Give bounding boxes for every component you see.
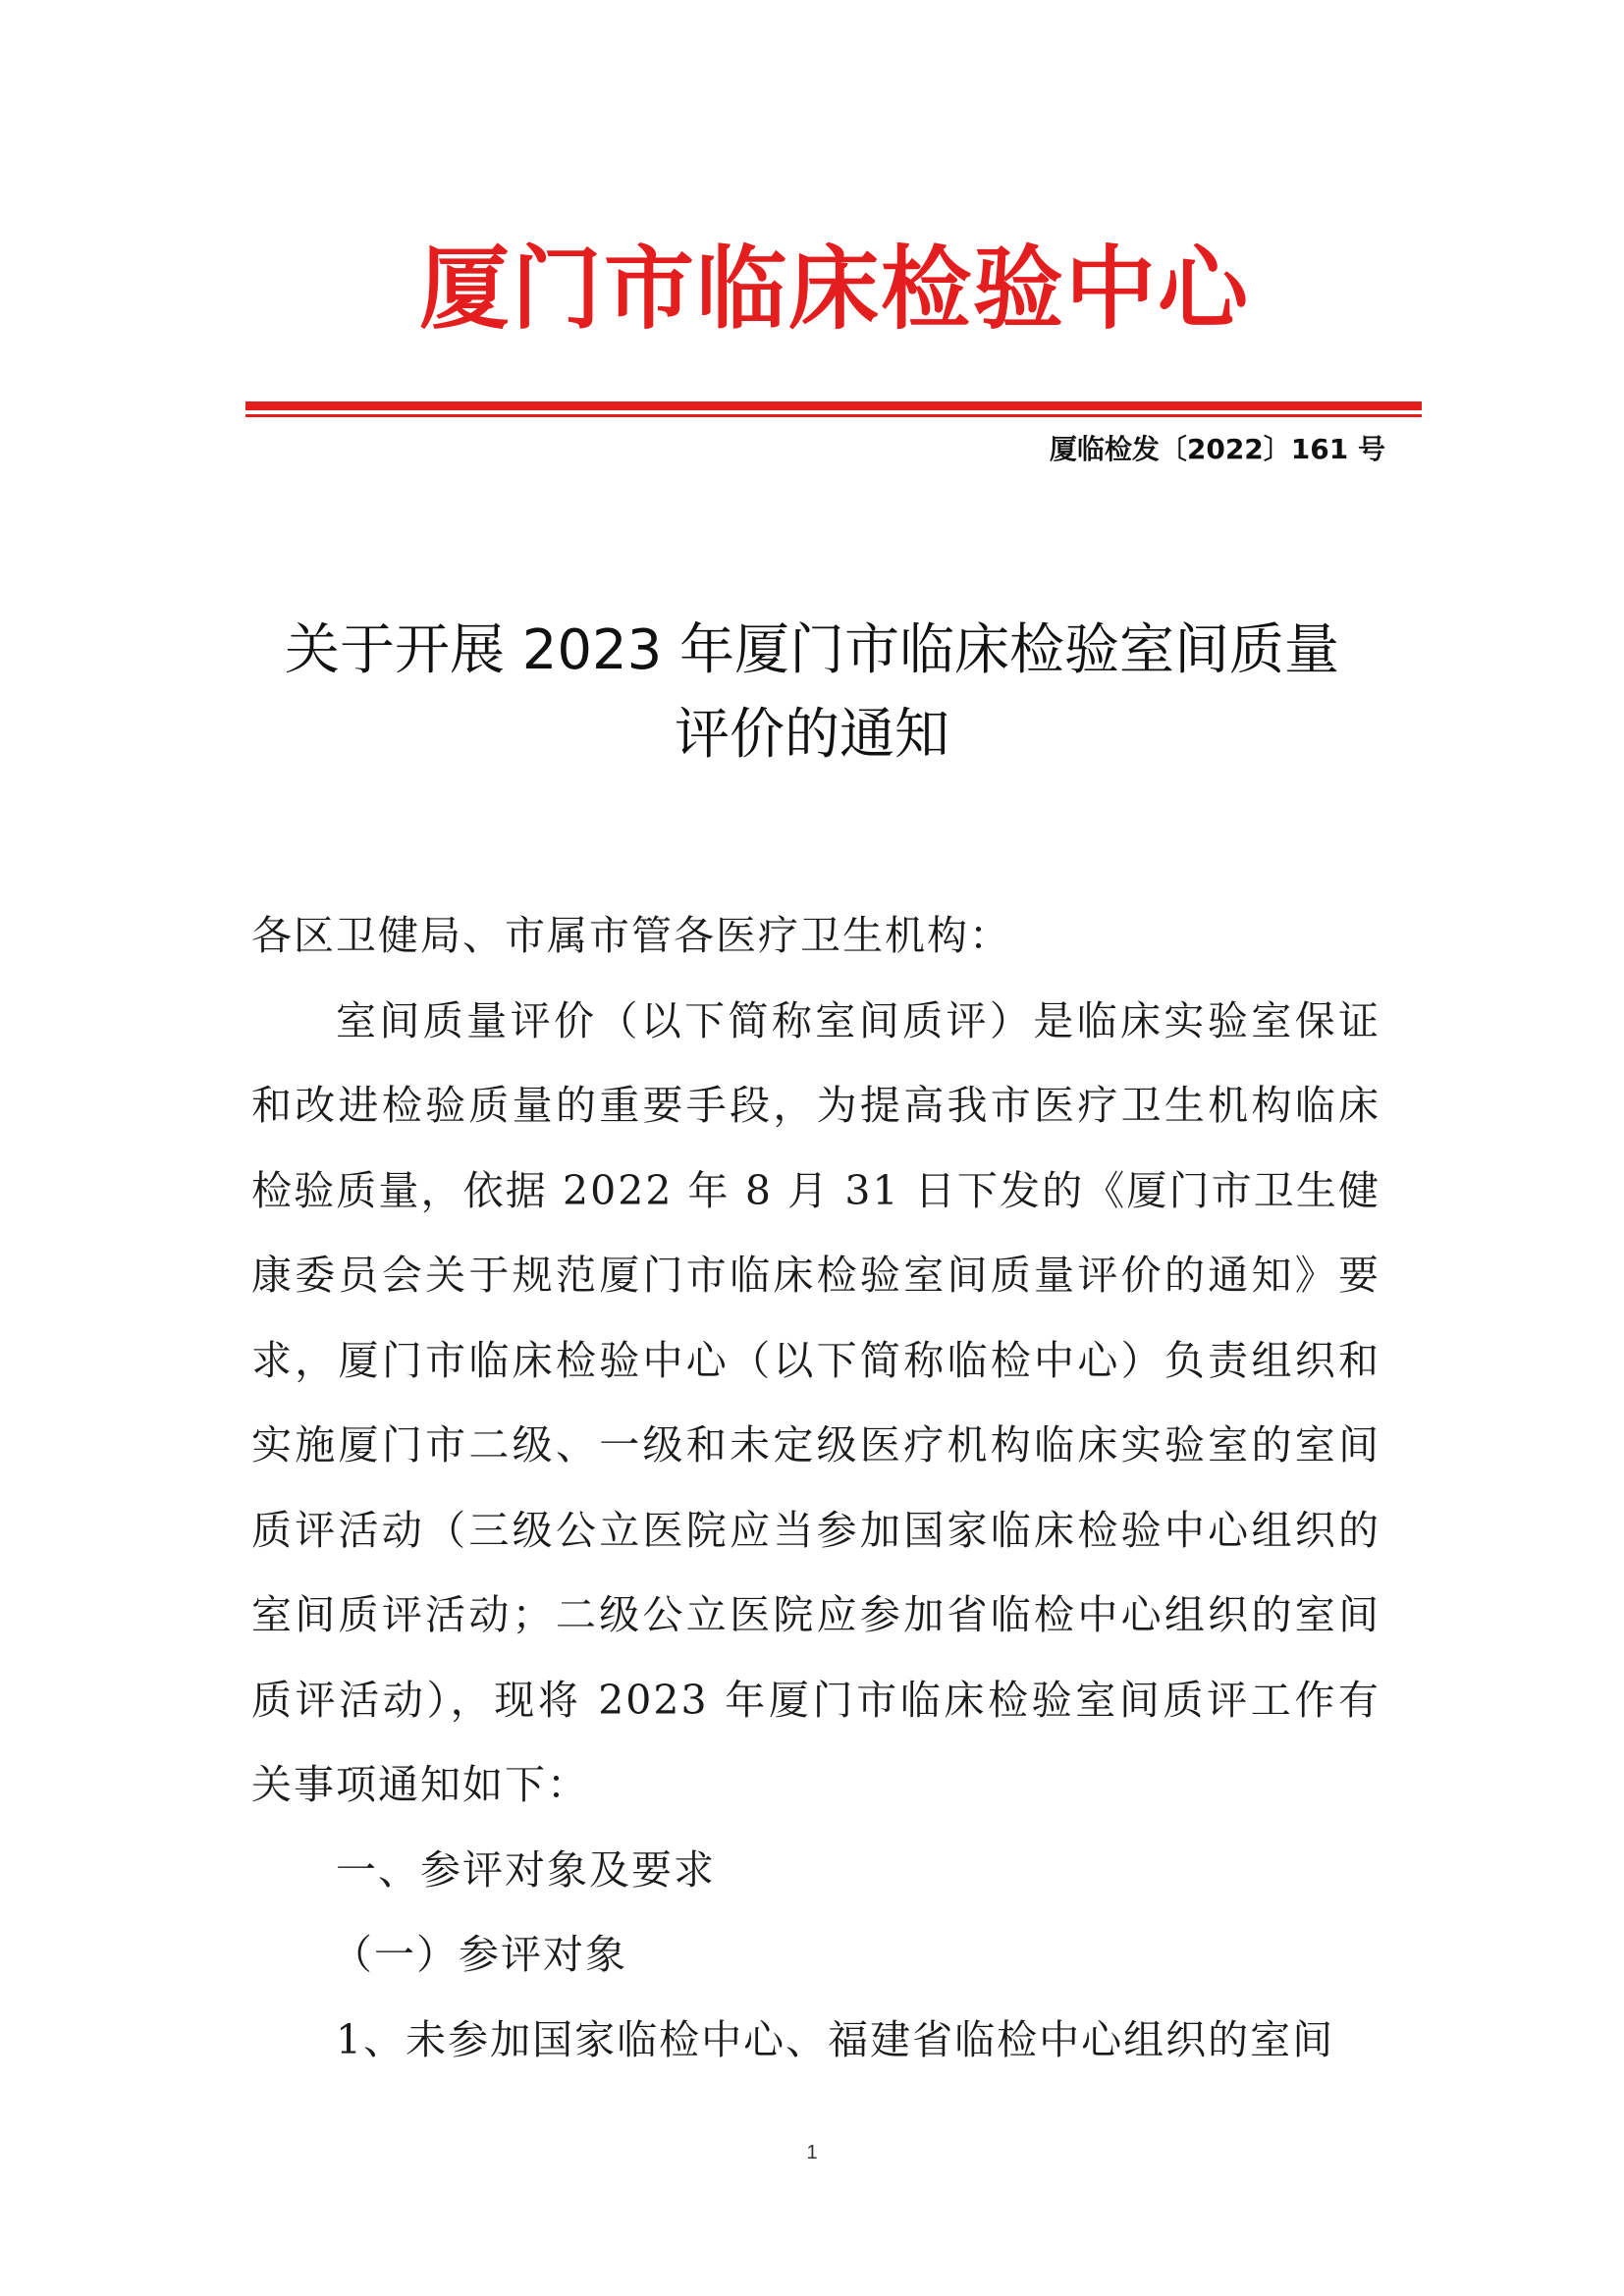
list-item: 1、未参加国家临检中心、福建省临检中心组织的室间 bbox=[336, 2015, 1335, 2063]
notice-title-line-2: 评价的通知 bbox=[675, 703, 949, 767]
notice-title bbox=[196, 609, 1428, 777]
letterhead-divider-thin bbox=[245, 414, 1422, 417]
salutation: 各区卫健局、市属市管各医疗卫生机构： bbox=[251, 912, 1011, 959]
section-heading: 一、参评对象及要求 bbox=[336, 1845, 716, 1894]
body-paragraph: 室间质量评价（以下简称室间质评）是临床实验室保证和改进检验质量的重要手段，为提高我市医疗卫生机构临床检验质量，依据 2022 年 8 月 31 日下发的《厦门市卫生健康委员会关于规范厦门市临床检验室间质量评价的通知》要求，厦门市临床检验中心（以下简称临检中心）负责组织和实施厦门市二级、一级和未定级医疗机构临床实验室的室间质评活动（三级公立医院应当参加国家临床检验中心组织的室间质评活动；二级公立医院应参加省临检中心组织的室间质评活动），现将 2023 年厦门市临床检验室间质评工作有关事项通知如下： bbox=[251, 996, 1380, 1808]
notice-body bbox=[251, 893, 1380, 2082]
organization-letterhead: 厦门市临床检验中心 bbox=[418, 237, 1250, 342]
document-number: 厦临检发〔2022〕161 号 bbox=[1049, 433, 1385, 465]
subsection-heading: （一）参评对象 bbox=[332, 1931, 627, 1978]
letterhead-divider-thick bbox=[245, 401, 1422, 410]
page-number: 1 bbox=[806, 2142, 818, 2163]
notice-title-line-1: 关于开展 2023 年厦门市临床检验室间质量 bbox=[284, 618, 1340, 682]
